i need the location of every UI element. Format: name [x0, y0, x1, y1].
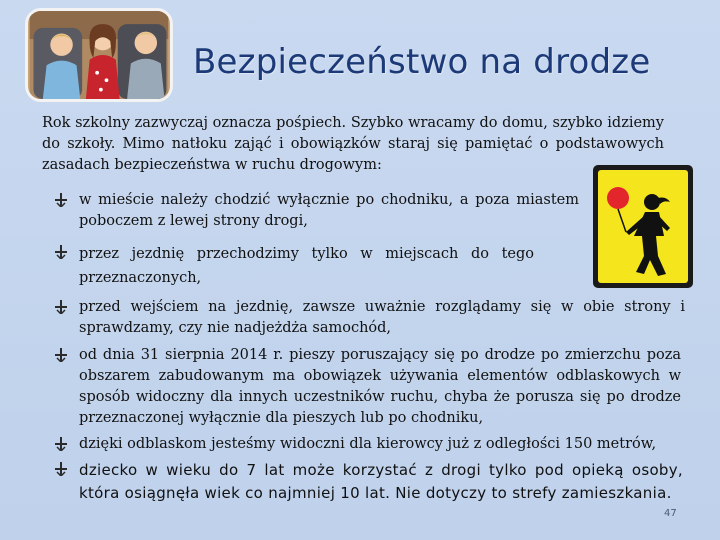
children-in-car-photo	[28, 11, 170, 99]
children-photo	[25, 8, 173, 102]
list-item-text: dziecko w wieku do 7 lat może korzystać z drogi tylko pod opieką osoby, która osiągnęła wiek co najmniej 10 lat. Nie dotyczy to strefy zamieszkania.	[79, 461, 683, 502]
bullet-arrow-icon	[55, 193, 67, 207]
list-item-text: w mieście należy chodzić wyłącznie po chodniku, a poza miastem poboczem z lewej strony drogi,	[79, 192, 579, 229]
bullet-arrow-icon	[55, 462, 67, 476]
page-number: 47	[664, 508, 677, 519]
intro-paragraph: Rok szkolny zazwyczaj oznacza pośpiech. Szybko wracamy do domu, szybko idziemy do szkoły. Mimo natłoku zająć i obowiązków staraj się pamiętać o podstawowych zasadach bezpieczeństwa w ruchu drogowym:	[42, 115, 664, 173]
children-warning-sign-icon	[593, 165, 693, 288]
bullet-arrow-icon	[55, 348, 67, 362]
list-item-text: od dnia 31 sierpnia 2014 r. pieszy poruszający się po drodze po zmierzchu poza obszarem zabudowanym ma obowiązek używania elementów odblaskowych w sposób widoczny dla innych uczestników ruchu, chyba że porusza się po drodze przeznaczonej wyłącznie dla pieszych lub po chodniku,	[79, 347, 681, 426]
slide-title: Bezpieczeństwo na drodze	[193, 42, 651, 82]
list-item-text: dzięki odblaskom jesteśmy widoczni dla kierowcy już z odległości 150 metrów,	[79, 436, 657, 452]
list-item-text: przez jezdnię przechodzimy tylko w miejscach do tego przeznaczonych,	[79, 246, 534, 286]
bullet-arrow-icon	[55, 245, 67, 259]
bullet-arrow-icon	[55, 300, 67, 314]
bullet-arrow-icon	[55, 437, 67, 451]
list-item-text: przed wejściem na jezdnię, zawsze uważnie rozglądamy się w obie strony i sprawdzamy, czy nie nadjeżdża samochód,	[79, 299, 685, 336]
